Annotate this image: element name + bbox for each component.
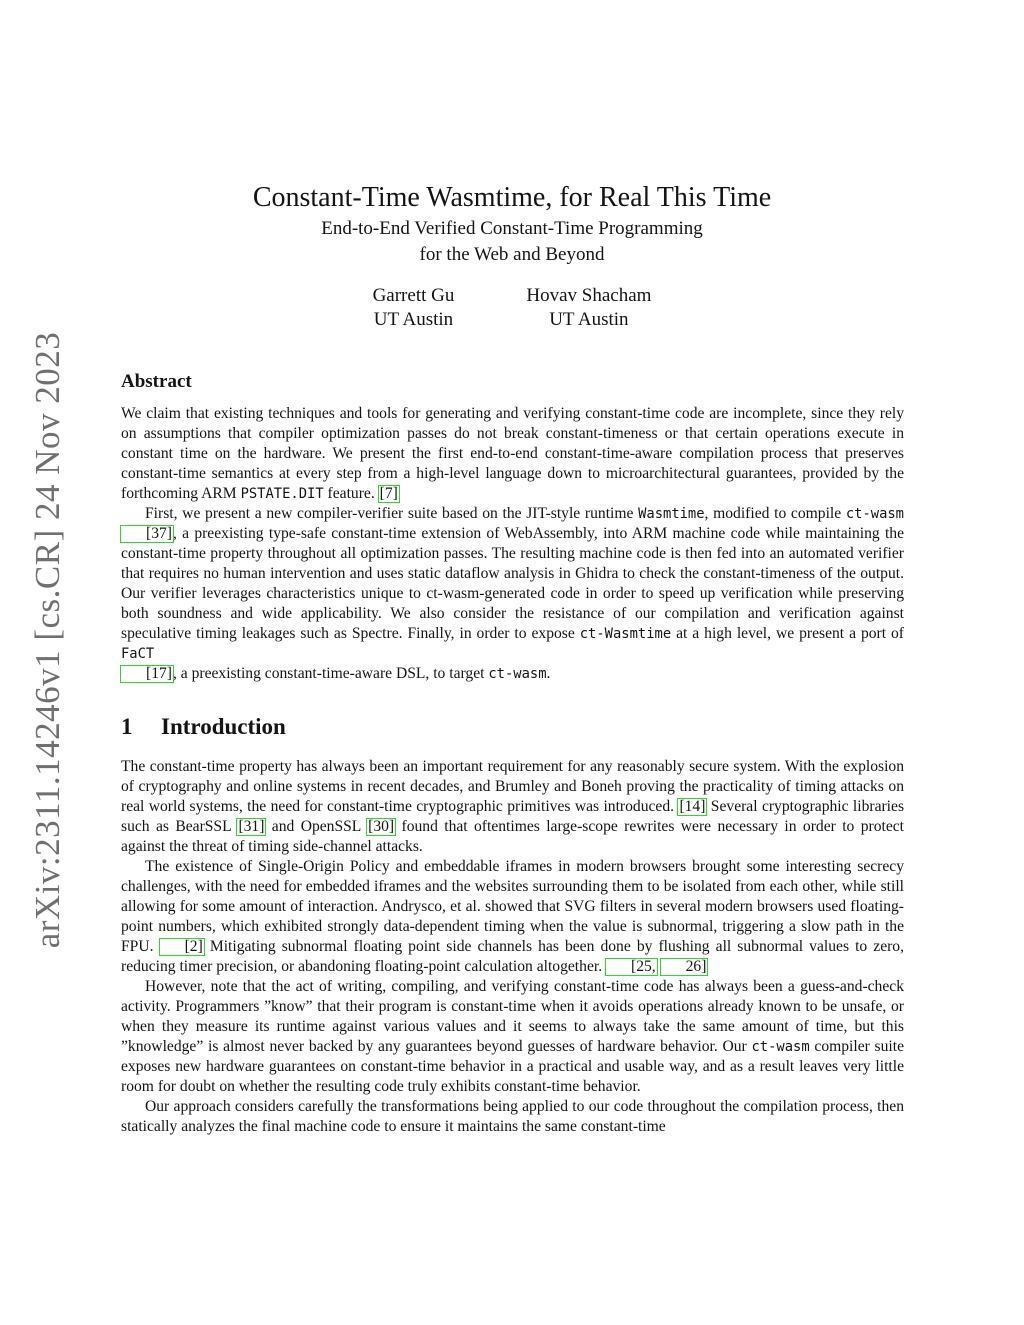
paper-title: Constant-Time Wasmtime, for Real This Time [252,182,772,213]
inline-code: ct-wasm [845,506,904,522]
citation-link[interactable]: [25, [606,959,657,975]
inline-code: FaCT [121,646,155,662]
inline-code: PSTATE.DIT [240,486,324,502]
intro-paragraph-1: The constant-time property has always been an important requirement for any reasonably secure system. With the explosion of cryptography and online systems in recent decades, and Brumley and Boneh proving the practicality of timing attacks on real world systems, the need for constant-time cryptographic primitives was introduced. [14] Several cryptographic libraries such as BearSSL [31] and OpenSSL [30] found that oftentimes large-scope rewrites were necessary in order to protect against the threat of timing side-channel attacks. [121,758,905,855]
citation-link[interactable]: [7] [379,485,398,502]
citation-link[interactable]: [30] [368,818,395,835]
abstract-paragraph-1: We claim that existing techniques and tools for generating and verifying constant-time code are incomplete, since they rely on assumptions that compiler optimization passes do not break constant-timeness or that certain operations execute in constant time on the hardware. We present the first end-to-end constant-time-aware compilation process that preserves constant-time semantics at every step from a high-level language down to microarchitectural guarantees, provided by the forthcoming ARM PSTATE.DIT feature. [7] [121,405,904,502]
inline-code: Wasmtime [638,506,705,522]
author-1 [373,284,455,332]
citation-link[interactable]: [31] [238,818,265,835]
arxiv-identifier-stamp: arXiv:2311.14246v1 [cs.CR] 24 Nov 2023 [28,331,67,949]
abstract-body [121,404,904,684]
author-list [0,284,1024,332]
author-2 [526,284,651,332]
citation-link[interactable]: [37] [121,526,173,542]
author-affiliation: UT Austin [373,309,454,330]
citation-link[interactable]: [2] [160,939,204,955]
inline-code: ct-Wasmtime [579,626,672,642]
intro-paragraph-4: Our approach considers carefully the transformations being applied to our code throughout the compilation process, then statically analyzes the final machine code to ensure it maintains the same constant-time [121,1098,904,1135]
section-heading-introduction [121,714,904,740]
citation-link[interactable]: [17] [121,666,173,682]
paper-subtitle-line-2: for the Web and Beyond [419,244,605,265]
introduction-body [121,757,904,1137]
inline-code: ct-wasm [488,666,547,682]
abstract-heading: Abstract [121,371,192,392]
intro-paragraph-3: However, note that the act of writing, compiling, and verifying constant-time code has always been a guess-and-check activity. Programmers ”know” that their program is constant-time when it avoids operations already known to be unsafe, or when they measure its runtime against various values and it seems to always take the same amount of time, but this ”knowledge” is almost never backed by any guarantees beyond guesses of hardware behavior. Our ct-wasm compiler suite exposes new hardware guarantees on constant-time behavior in a practical and usable way, and as a result leaves very little room for doubt on whether the resulting code truly exhibits constant-time behavior. [121,978,905,1095]
citation-link[interactable]: [14] [679,798,706,815]
inline-code: ct-wasm [751,1039,810,1055]
intro-paragraph-2: The existence of Single-Origin Policy and embeddable iframes in modern browsers brought some interesting secrecy challenges, with the need for embedded iframes and the websites surrounding them to be isolated from each other, while still allowing for some amount of interaction. Andrysco, et al. showed that SVG filters in several modern browsers used floating-point numbers, which exhibited strongly data-dependent timing when the value is subnormal, triggering a slow path in the FPU. [2] Mitigating subnormal floating point side channels has been done by flushing all subnormal values to zero, reducing timer precision, or abandoning floating-point calculation altogether. [25, 26] [121,858,905,975]
title-block [0,181,1024,267]
section-number: 1 [121,714,133,739]
section-title: Introduction [161,714,286,739]
author-affiliation: UT Austin [549,309,629,330]
citation-link[interactable]: 26] [661,959,708,975]
author-name: Garrett Gu [372,285,455,306]
author-name: Hovav Shacham [526,285,652,306]
abstract-paragraph-2: First, we present a new compiler-verifier suite based on the JIT-style runtime Wasmtime, modified to compile ct-wasm [37], a preexisting type-safe constant-time extension of WebAssembly, into ARM machine code while maintaining the constant-time property throughout all optimization passes. The resulting machine code is then fed into an automated verifier that requires no human intervention and uses static dataflow analysis in Ghidra to check the constant-timeness of the output. Our verifier leverages characteristics unique to ct-wasm-generated code in order to speed up verification while preserving both soundness and wide applicability. We also consider the resistance of our compilation and verification against speculative timing leakages such as Spectre. Finally, in order to expose ct-Wasmtime at a high level, we present a port of FaCT [17], a preexisting constant-time-aware DSL, to target ct-wasm. [121,505,905,682]
paper-subtitle-line-1: End-to-End Verified Constant-Time Programming [321,218,703,239]
